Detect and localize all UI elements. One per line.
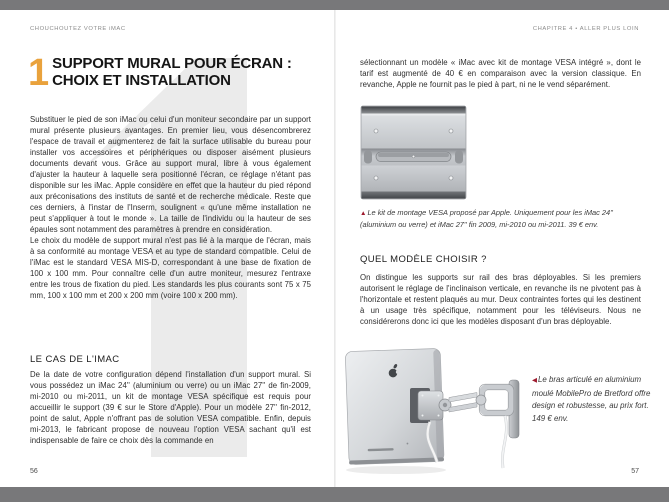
caption-text: Le bras articulé en aluminium moulé MobilePro de Bretford offre design et robustesse, au prix fort. 149 € env. [532, 375, 651, 423]
paragraph: Le choix du modèle de support mural n'est pas lié à la marque de l'écran, mais à sa conformité au montage VESA et au type de standard compatible. Celui de l'iMac est le standard VESA MIS-D, correspondant à une base de fixation de 100 x 100 mm. Pour connaître celle d'un autre moniteur, mesurez l'entraxe entre les trous de fixation du pied. Les standards les plus courants sont 75 x 75 mm, 100 x 100 mm et 200 x 200 mm (voire 100 x 200 mm). [30, 236, 311, 300]
imac-articulated-arm-photo [344, 342, 522, 487]
chapter-title [52, 56, 292, 90]
caption-triangle-up-icon: ▲ [360, 210, 367, 217]
paragraph: sélectionnant un modèle « iMac avec kit de montage VESA intégré », dont le tarif est augmenté de 40 € en comparaison avec la version classique. En revanche, Apple ne fournit pas le pied à part, ni ne le vend séparément. [360, 58, 641, 89]
paragraph: Substituer le pied de son iMac ou celui d'un moniteur secondaire par un support mural présente plusieurs avantages. En premier lieu, vous désencombrerez l'espace de travail et augmenterez de fait la surface utilisable du bureau pour installer vos accessoires et périphériques ou disposer aisément plusieurs documents devant vous. Grâce au support mural, libre à vous également d'ajuster la hauteur à laquelle sera positionné l'écran, ce réglage n'étant pas disponible sur les iMac. Apple considère en effet que la hauteur du pied répond aux préconisations des instituts de santé et de recherche médicale. Reste que ces derniers, à l'instar de l'Inserm, soulignent « qu'une même installation ne peut s'appliquer à tout le monde ». La taille de l'individu ou la hauteur de ses épaules sont notamment des paramètres à prendre en considération. [30, 115, 311, 234]
left-body-text [30, 114, 311, 301]
paragraph: De la date de votre configuration dépend l'installation d'un support mural. Si vous possédez un iMac 24'' (aluminium ou verre) ou un iMac 27'' de fin-2009, mi-2010 ou mi-2011, un kit de montage VESA spécifique est requis pour accueillir le support (39 € sur le Store d'Apple). Pour un modèle 27'' fin-2012, point de salut, Apple n'offrant pas de solution VESA compatible. Enfin, depuis mi-2013, le fabricant propose de nouveau l'option VESA sachant qu'il est indispensable de faire ce choix dès la commande en [30, 370, 311, 445]
right-page [336, 10, 669, 487]
caption-text: Le kit de montage VESA proposé par Apple. Uniquement pour les iMac 24'' (aluminium ou verre) et iMac 27'' fin 2009, mi-2010 ou mi-2011. 39 € env. [360, 208, 613, 229]
figure-caption-vesa [360, 207, 644, 230]
section-heading-model-choice: QUEL MODÈLE CHOISIR ? [360, 254, 487, 265]
left-section-text [30, 369, 311, 446]
caption-triangle-left-icon: ◀ [532, 377, 537, 384]
running-head-left: CHOUCHOUTEZ VOTRE iMAC [30, 26, 126, 32]
chapter-title-line1: SUPPORT MURAL POUR ÉCRAN : [52, 55, 292, 72]
section-heading-imac-case: LE CAS DE L'IMAC [30, 354, 120, 365]
chapter-number: 1 [28, 52, 49, 94]
chapter-title-line2: CHOIX ET INSTALLATION [52, 71, 231, 89]
paragraph: On distingue les supports sur rail des bras déployables. Si les premiers autorisent le réglage de l'inclinaison verticale, en revanche ils ne pivotent pas à l'horizontale et restent plaqués au mur. Deux contraintes fortes qui les destinent à un usage très spécifique, notamment pour les téléviseurs. Nous ne considérerons donc ici que les modèles disposant d'un bras déployable. [360, 273, 641, 326]
running-head-right: CHAPITRE 4 • ALLER PLUS LOIN [532, 26, 639, 32]
chapter-heading [28, 52, 292, 94]
right-intro-text [360, 57, 641, 90]
figure-caption-arm [532, 374, 656, 425]
viewer-bottom-bar [0, 487, 669, 502]
vesa-mounting-plate-photo [360, 103, 467, 203]
viewer-top-bar [0, 0, 669, 10]
page-number-right: 57 [631, 468, 639, 475]
left-page [0, 10, 334, 487]
page-number-left: 56 [30, 468, 38, 475]
right-section-text [360, 272, 641, 327]
